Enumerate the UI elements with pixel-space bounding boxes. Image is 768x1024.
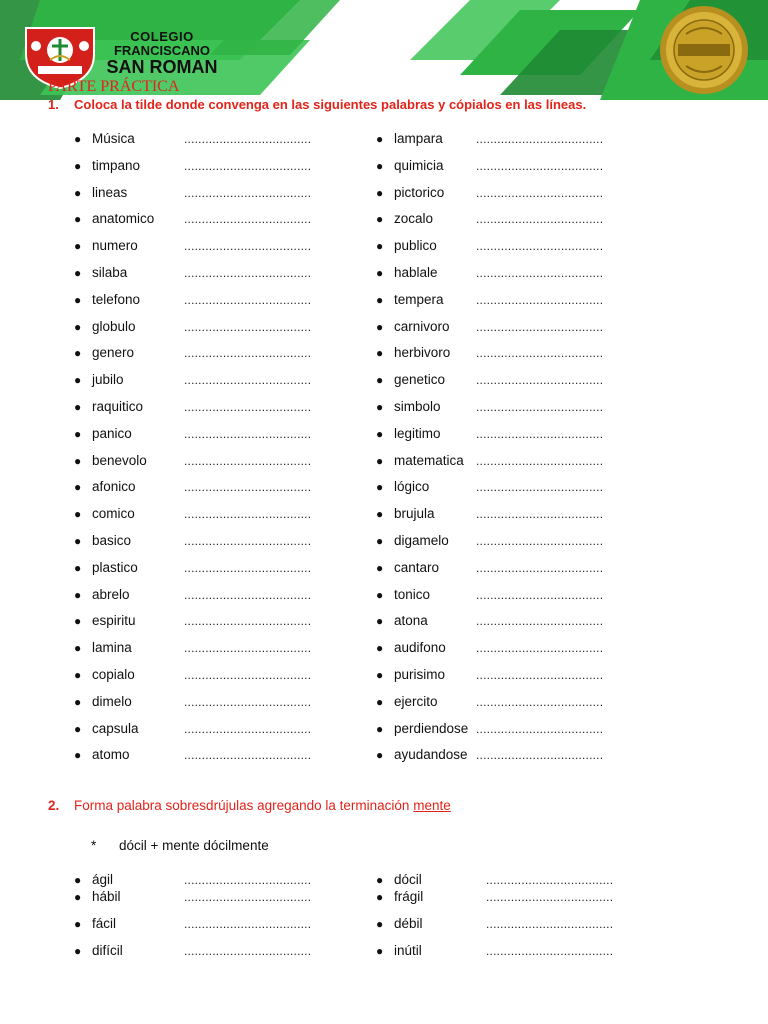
answer-line[interactable]: .................................... [184,320,312,334]
answer-line[interactable]: .................................... [184,917,312,931]
bullet-icon: ● [376,668,384,682]
bullet-icon: ● [74,873,82,887]
bullet-icon: ● [74,614,82,628]
answer-line[interactable]: .................................... [184,266,312,280]
bullet-icon: ● [376,588,384,602]
bullet-icon: ● [74,239,82,253]
answer-line[interactable]: .................................... [476,454,604,468]
answer-line[interactable]: .................................... [486,944,614,958]
bullet-icon: ● [74,373,82,387]
word-label: brujula [394,506,435,521]
word-label: matematica [394,453,464,468]
bullet-icon: ● [74,454,82,468]
bullet-icon: ● [376,748,384,762]
answer-line[interactable]: .................................... [476,159,604,173]
answer-line[interactable]: .................................... [476,373,604,387]
answer-line[interactable]: .................................... [486,890,614,904]
bullet-icon: ● [376,641,384,655]
word-label: fácil [92,916,117,931]
answer-line[interactable]: .................................... [476,668,604,682]
word-label: tonico [394,587,431,602]
answer-line[interactable]: .................................... [476,346,604,360]
word-label: simbolo [394,399,441,414]
answer-line[interactable]: .................................... [476,132,604,146]
word-label: capsula [92,721,139,736]
answer-line[interactable]: .................................... [184,873,312,887]
bullet-icon: ● [376,159,384,173]
word-label: legitimo [394,426,441,441]
bullet-icon: ● [376,873,384,887]
bullet-icon: ● [74,293,82,307]
answer-line[interactable]: .................................... [476,561,604,575]
answer-line[interactable]: .................................... [184,890,312,904]
bullet-icon: ● [376,561,384,575]
answer-line[interactable]: .................................... [184,588,312,602]
bullet-icon: ● [74,186,82,200]
word-label: zocalo [394,211,434,226]
word-label: digamelo [394,533,449,548]
word-label: panico [92,426,132,441]
answer-line[interactable]: .................................... [476,427,604,441]
word-label: atona [394,613,428,628]
word-label: afonico [92,479,136,494]
bullet-icon: ● [376,454,384,468]
answer-line[interactable]: .................................... [476,507,604,521]
bullet-icon: ● [376,346,384,360]
bullet-icon: ● [74,722,82,736]
bullet-icon: ● [376,534,384,548]
bullet-icon: ● [74,159,82,173]
answer-line[interactable]: .................................... [184,944,312,958]
answer-line[interactable]: .................................... [184,346,312,360]
bullet-icon: ● [376,722,384,736]
answer-line[interactable]: .................................... [184,507,312,521]
word-label: raquitico [92,399,144,414]
word-label: herbivoro [394,345,451,360]
answer-line[interactable]: .................................... [184,534,312,548]
word-label: lineas [92,185,128,200]
answer-line[interactable]: .................................... [476,212,604,226]
section-title: PARTE PRÁCTICA [48,78,180,95]
bullet-icon: ● [74,561,82,575]
bullet-icon: ● [376,507,384,521]
answer-line[interactable]: .................................... [184,668,312,682]
word-label: hablale [394,265,438,280]
word-label: tempera [394,292,444,307]
bullet-icon: ● [74,346,82,360]
answer-line[interactable]: .................................... [184,454,312,468]
word-label: inútil [394,943,422,958]
bullet-icon: ● [376,132,384,146]
question-2-text: Forma palabra sobresdrújulas agregando la terminación [74,798,410,813]
bullet-icon: ● [74,212,82,226]
bullet-icon: ● [376,944,384,958]
bullet-icon: ● [376,373,384,387]
bullet-icon: ● [74,668,82,682]
answer-line[interactable]: .................................... [476,293,604,307]
answer-line[interactable]: .................................... [476,320,604,334]
school-name [82,30,242,76]
school-name-line1: COLEGIO [130,29,194,44]
answer-line[interactable]: .................................... [476,480,604,494]
question-2 [48,798,451,813]
answer-line[interactable]: .................................... [184,293,312,307]
word-label: lógico [394,479,430,494]
answer-line[interactable]: .................................... [184,159,312,173]
word-label: silaba [92,265,128,280]
bullet-icon: ● [74,944,82,958]
bullet-icon: ● [376,695,384,709]
answer-line[interactable]: .................................... [184,400,312,414]
answer-line[interactable]: .................................... [184,748,312,762]
bullet-icon: ● [376,614,384,628]
word-label: purisimo [394,667,446,682]
bullet-icon: ● [74,400,82,414]
bullet-icon: ● [74,320,82,334]
question-2-suffix: mente [413,798,451,813]
answer-line[interactable]: .................................... [476,239,604,253]
word-label: genero [92,345,135,360]
word-label: débil [394,916,423,931]
answer-line[interactable]: .................................... [486,917,614,931]
bullet-icon: ● [74,588,82,602]
bullet-icon: ● [376,293,384,307]
bullet-icon: ● [376,320,384,334]
word-label: pictorico [394,185,445,200]
word-label: copialo [92,667,135,682]
bullet-icon: ● [74,266,82,280]
word-label: carnivoro [394,319,450,334]
question-1 [48,97,586,112]
example-asterisk: * [91,838,97,853]
example-line [91,838,269,853]
question-1-text: Coloca la tilde donde convenga en las siguientes palabras y cópialos en las líneas. [74,97,587,112]
word-label: audifono [394,640,446,655]
word-label: cantaro [394,560,440,575]
bullet-icon: ● [376,890,384,904]
word-label: dócil [394,872,422,887]
bullet-icon: ● [376,917,384,931]
bullet-icon: ● [376,480,384,494]
answer-line[interactable]: .................................... [184,641,312,655]
answer-line[interactable]: .................................... [184,695,312,709]
word-label: ejercito [394,694,438,709]
answer-line[interactable]: .................................... [184,373,312,387]
answer-line[interactable]: .................................... [486,873,614,887]
word-label: atomo [92,747,130,762]
bullet-icon: ● [74,748,82,762]
answer-line[interactable]: .................................... [476,748,604,762]
word-label: comico [92,506,135,521]
word-label: Música [92,131,135,146]
answer-line[interactable]: .................................... [184,480,312,494]
word-label: telefono [92,292,141,307]
question-2-number: 2. [48,798,60,813]
bullet-icon: ● [74,427,82,441]
word-label: ayudandose [394,747,468,762]
question-1-number: 1. [48,97,59,112]
word-label: numero [92,238,138,253]
bullet-icon: ● [74,917,82,931]
answer-line[interactable]: .................................... [184,561,312,575]
word-label: hábil [92,889,121,904]
word-label: plastico [92,560,138,575]
gold-medal-emblem [656,4,752,96]
word-label: benevolo [92,453,147,468]
bullet-icon: ● [376,186,384,200]
word-label: difícil [92,943,123,958]
answer-line[interactable]: .................................... [184,132,312,146]
word-label: ágil [92,872,114,887]
word-label: anatomico [92,211,155,226]
answer-line[interactable]: .................................... [476,722,604,736]
word-label: abrelo [92,587,130,602]
word-label: globulo [92,319,136,334]
bullet-icon: ● [74,890,82,904]
word-label: basico [92,533,132,548]
answer-line[interactable]: .................................... [184,239,312,253]
answer-line[interactable]: .................................... [184,186,312,200]
bullet-icon: ● [376,266,384,280]
answer-line[interactable]: .................................... [476,400,604,414]
word-label: lamina [92,640,132,655]
bullet-icon: ● [376,239,384,253]
word-label: genetico [394,372,446,387]
word-label: quimicia [394,158,444,173]
answer-line[interactable]: .................................... [184,614,312,628]
bullet-icon: ● [376,212,384,226]
bullet-icon: ● [74,641,82,655]
answer-line[interactable]: .................................... [476,641,604,655]
school-name-line2: FRANCISCANO [113,43,211,58]
word-label: timpano [92,158,141,173]
answer-line[interactable]: .................................... [476,266,604,280]
answer-line[interactable]: .................................... [476,695,604,709]
word-label: jubilo [92,372,124,387]
bullet-icon: ● [376,400,384,414]
answer-line[interactable]: .................................... [476,534,604,548]
word-label: publico [394,238,437,253]
word-label: frágil [394,889,424,904]
answer-line[interactable]: .................................... [184,212,312,226]
bullet-icon: ● [74,534,82,548]
bullet-icon: ● [74,695,82,709]
word-label: perdiendose [394,721,469,736]
bullet-icon: ● [74,480,82,494]
answer-line[interactable]: .................................... [476,614,604,628]
answer-line[interactable]: .................................... [476,588,604,602]
school-name-line3: SAN ROMAN [106,57,218,77]
example-text: dócil + mente dócilmente [119,838,269,853]
word-label: lampara [394,131,443,146]
bullet-icon: ● [74,507,82,521]
answer-line[interactable]: .................................... [476,186,604,200]
answer-line[interactable]: .................................... [184,722,312,736]
word-label: espiritu [92,613,136,628]
bullet-icon: ● [74,132,82,146]
bullet-icon: ● [376,427,384,441]
answer-line[interactable]: .................................... [184,427,312,441]
word-label: dimelo [92,694,132,709]
